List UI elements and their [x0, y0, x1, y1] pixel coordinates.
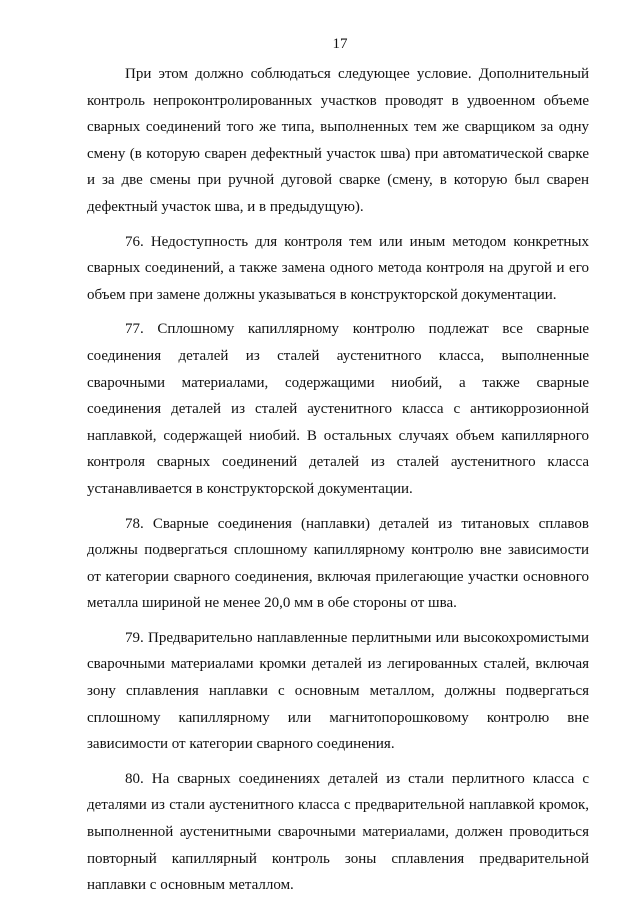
- page-number: 17: [332, 36, 348, 52]
- paragraph-intro: При этом должно соблюдаться следующее условие. Дополнительный контроль непроконтролированных участков проводят в удвоенном объеме сварных соединений того же типа, выполненных тем же сварщиком за одну смену (в которую сварен дефектный участок шва) при автоматической сварке и за две смены при ручной дуговой сварке (смену, в которую был сварен дефектный участок шва, и в предыдущую).: [87, 66, 589, 215]
- paragraph-77: 77. Сплошному капиллярному контролю подлежат все сварные соединения деталей из сталей аустенитного класса, выполненные сварочными материалами, содержащими ниобий, а также сварные соединения деталей из сталей аустенитного класса с антикоррозионной наплавкой, содержащей ниобий. В остальных случаях объем капиллярного контроля сварных соединений деталей из сталей аустенитного класса устанавливается в конструкторской документации.: [87, 321, 589, 497]
- paragraph-80: 80. На сварных соединениях деталей из стали перлитного класса с деталями из стали аустенитного класса с предварительной наплавкой кромок, выполненной аустенитными сварочными материалами, должен проводиться повторный капиллярный контроль зоны сплавления предварительной наплавки с основным металлом.: [87, 770, 589, 894]
- paragraph-76: 76. Недоступность для контроля тем или иным методом конкретных сварных соединений, а также замена одного метода контроля на другой и его объем при замене должны указываться в конструкторской документации.: [87, 233, 589, 303]
- paragraph-78: 78. Сварные соединения (наплавки) деталей из титановых сплавов должны подвергаться сплошному капиллярному контролю вне зависимости от категории сварного соединения, включая прилегающие участки основного металла шириной не менее 20,0 мм в обе стороны от шва.: [87, 515, 589, 612]
- paragraph-79: 79. Предварительно наплавленные перлитными или высокохромистыми сварочными материалами кромки деталей из легированных сталей, включая зону сплавления наплавки с основным металлом, должны подвергаться сплошному капиллярному или магнитопорошковому контролю вне зависимости от категории сварного соединения.: [87, 629, 589, 753]
- document-body: [87, 61, 589, 907]
